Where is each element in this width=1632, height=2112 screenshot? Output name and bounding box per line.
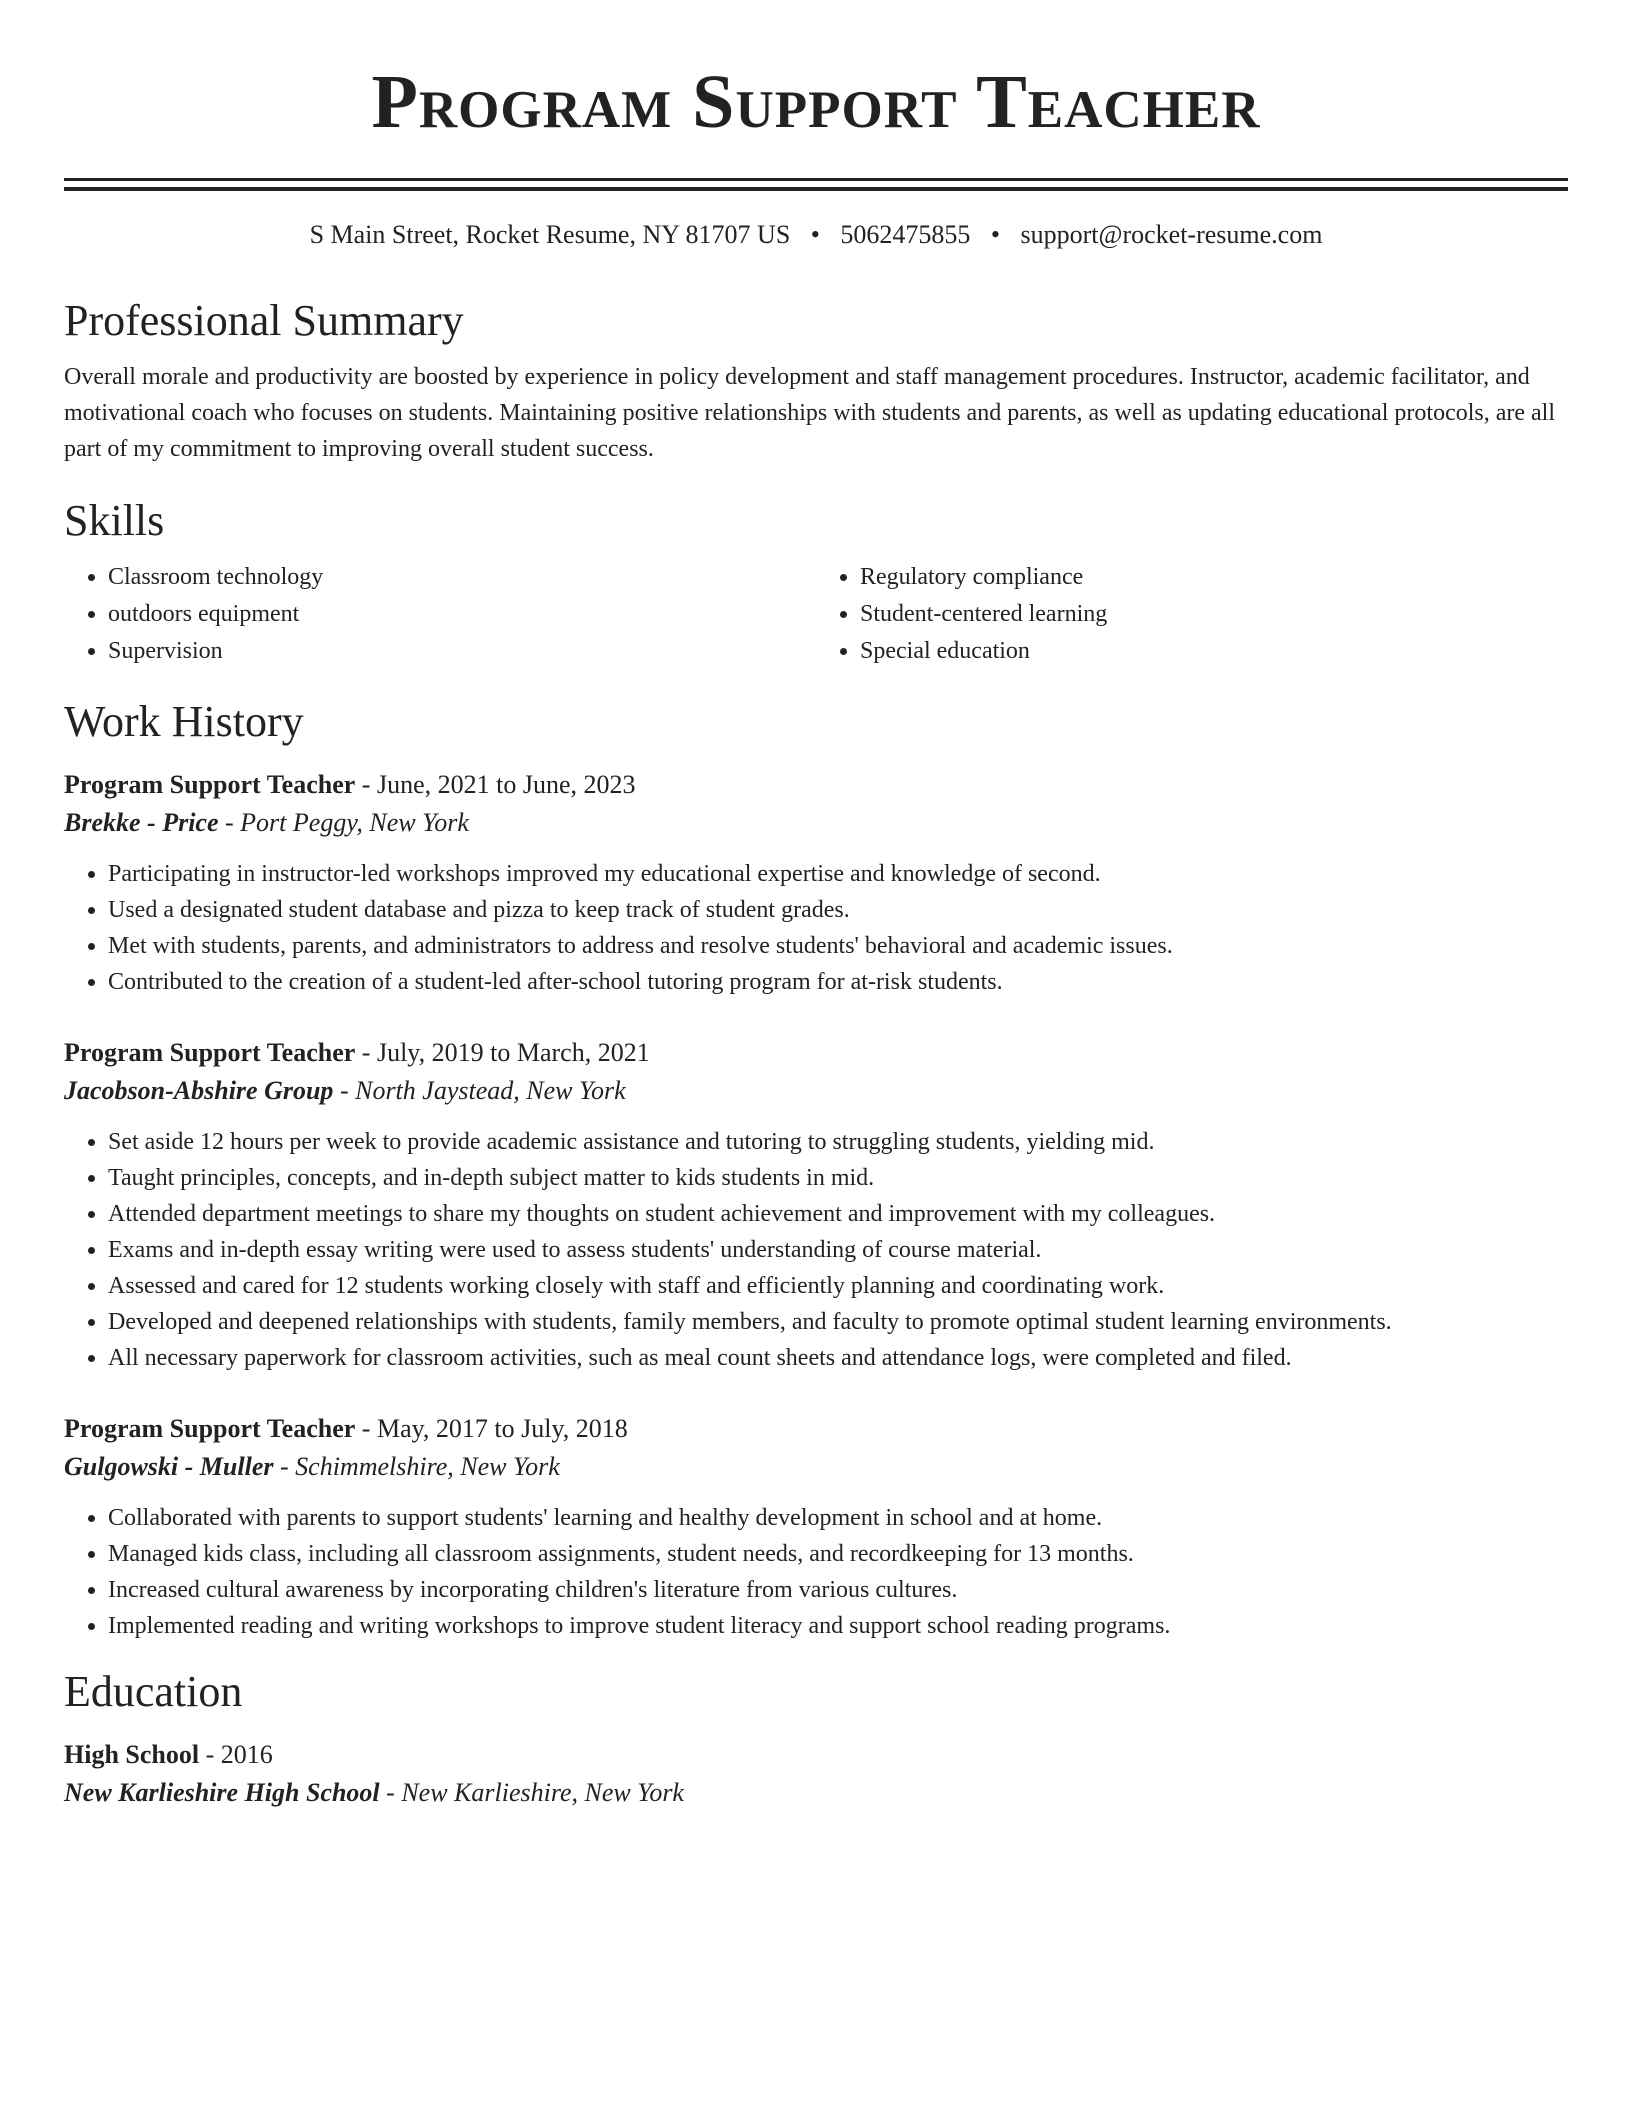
company-line	[64, 804, 1568, 842]
duty-item: • Developed and deepened relationships with students, family members, and faculty to promote optimal student learning environments.	[108, 1304, 1568, 1340]
job-entry	[64, 766, 1568, 1000]
job-dates: - July, 2019 to March, 2021	[355, 1038, 650, 1067]
duty-item: • Met with students, parents, and administrators to address and resolve students' behavioral and academic issues.	[108, 928, 1568, 964]
contact-address: S Main Street, Rocket Resume, NY 81707 US	[309, 220, 791, 249]
summary-text: Overall morale and productivity are boosted by experience in policy development and staff management procedures. Instructor, academic facilitator, and motivational coach who focuses on students. Maintaining positive relationships with students and parents, as well as updating educational protocols, are all part of my commitment to improving overall student success.	[64, 364, 1556, 462]
job-header	[64, 766, 1568, 804]
education-heading: Education	[64, 1667, 243, 1716]
education-entry	[64, 1736, 1568, 1812]
skill-item: • Regulatory compliance	[860, 559, 1568, 596]
duty-item: • Collaborated with parents to support students' learning and healthy development in school and at home.	[108, 1500, 1568, 1536]
duty-item: • Assessed and cared for 12 students working closely with staff and efficiently planning and coordinating work.	[108, 1268, 1568, 1304]
job-title: Program Support Teacher	[64, 1414, 356, 1443]
contact-email: support@rocket-resume.com	[1020, 220, 1323, 249]
job-duties	[64, 1500, 1568, 1644]
school-name: New Karlieshire High School	[64, 1778, 380, 1807]
company-line	[64, 1072, 1568, 1110]
duty-item: • Participating in instructor-led workshops improved my educational expertise and knowledge of second.	[108, 856, 1568, 892]
job-entry	[64, 1410, 1568, 1644]
duty-item: • Taught principles, concepts, and in-depth subject matter to kids students in mid.	[108, 1160, 1568, 1196]
skills-column-left	[64, 559, 816, 670]
title-rule-top	[64, 178, 1568, 181]
skills-heading: Skills	[64, 496, 165, 545]
skill-item: • Classroom technology	[108, 559, 816, 596]
company-name: Gulgowski - Muller	[64, 1452, 274, 1481]
skill-item: • Special education	[860, 633, 1568, 670]
duty-item: • Used a designated student database and pizza to keep track of student grades.	[108, 892, 1568, 928]
job-dates: - June, 2021 to June, 2023	[355, 770, 636, 799]
degree-year: - 2016	[199, 1740, 273, 1769]
skill-item: • Student-centered learning	[860, 596, 1568, 633]
company-location: - North Jaystead, New York	[333, 1076, 626, 1105]
skill-item: • outdoors equipment	[108, 596, 816, 633]
resume-title: Program Support Teacher	[371, 60, 1261, 144]
degree-name: High School	[64, 1740, 200, 1769]
company-location: - Port Peggy, New York	[218, 808, 469, 837]
title-rule-bottom	[64, 187, 1568, 191]
school-line	[64, 1774, 1568, 1812]
duty-item: • Implemented reading and writing workshops to improve student literacy and support school reading programs.	[108, 1608, 1568, 1644]
job-duties	[64, 1124, 1568, 1376]
job-dates: - May, 2017 to July, 2018	[355, 1414, 628, 1443]
summary-heading: Professional Summary	[64, 296, 464, 345]
duty-item: • Managed kids class, including all classroom assignments, student needs, and recordkeeping for 13 months.	[108, 1536, 1568, 1572]
duty-item: • All necessary paperwork for classroom activities, such as meal count sheets and attendance logs, were completed and filed.	[108, 1340, 1568, 1376]
contact-separator: •	[990, 220, 1001, 249]
contact-phone: 5062475855	[840, 220, 971, 249]
contact-separator: •	[810, 220, 820, 249]
company-line	[64, 1448, 1568, 1486]
skill-item: • Supervision	[108, 633, 816, 670]
job-duties	[64, 856, 1568, 1000]
job-entry	[64, 1034, 1568, 1376]
duty-item: • Increased cultural awareness by incorporating children's literature from various cultures.	[108, 1572, 1568, 1608]
company-location: - Schimmelshire, New York	[273, 1452, 560, 1481]
job-header	[64, 1410, 1568, 1448]
duty-item: • Attended department meetings to share my thoughts on student achievement and improvement with my colleagues.	[108, 1196, 1568, 1232]
degree-line	[64, 1736, 1568, 1774]
school-location: - New Karlieshire, New York	[379, 1778, 684, 1807]
job-header	[64, 1034, 1568, 1072]
skills-column-right	[816, 559, 1568, 670]
duty-item: • Contributed to the creation of a student-led after-school tutoring program for at-risk students.	[108, 964, 1568, 1000]
job-title: Program Support Teacher	[64, 1038, 356, 1067]
contact-line	[64, 217, 1568, 253]
duty-item: • Set aside 12 hours per week to provide academic assistance and tutoring to struggling students, yielding mid.	[108, 1124, 1568, 1160]
job-title: Program Support Teacher	[64, 770, 356, 799]
work-history-heading: Work History	[64, 697, 304, 746]
duty-item: • Exams and in-depth essay writing were used to assess students' understanding of course material.	[108, 1232, 1568, 1268]
company-name: Jacobson-Abshire Group	[64, 1076, 334, 1105]
skills-list	[64, 559, 1568, 670]
company-name: Brekke - Price	[64, 808, 219, 837]
